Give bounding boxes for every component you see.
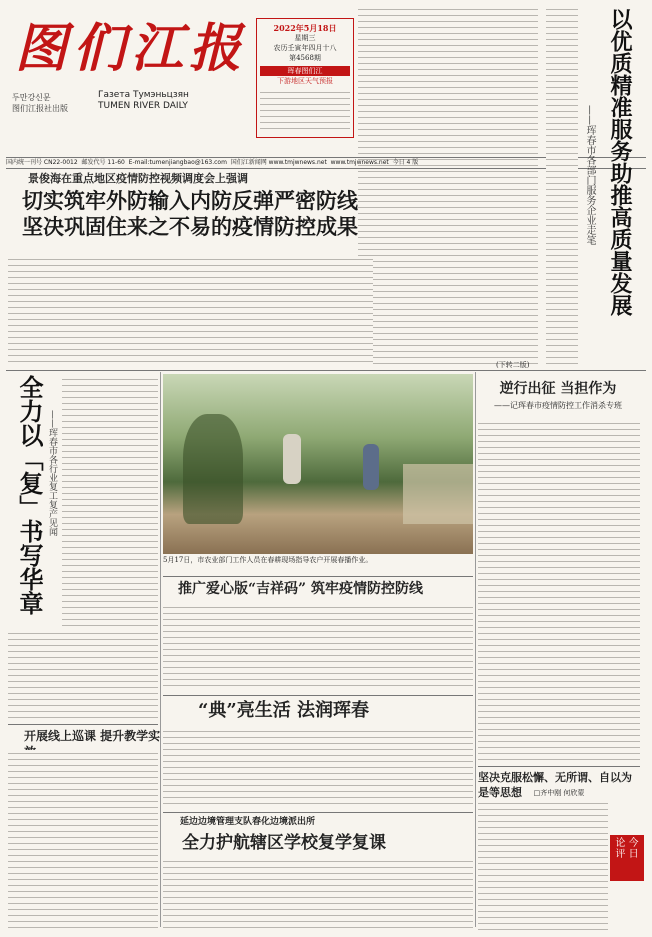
left-mid-text-bottom	[8, 630, 158, 720]
right-lower-byline: □齐中刚 何欣蒙	[533, 789, 585, 797]
photo-caption: 5月17日，市农业部门工作人员在春耕现场指导农户开展春播作业。	[163, 556, 373, 564]
commentary-badge: 论 今 评 日	[610, 835, 644, 881]
left-lower-headline: 开展线上巡课 提升教学实	[24, 729, 161, 743]
mid-news-headline: 推广爱心版“吉祥码” 筑牢疫情防控防线	[178, 581, 423, 597]
divider	[163, 695, 473, 696]
center-lower-headline: “典”亮生活 法润珲春	[198, 700, 369, 721]
issue-weekday: 星期三	[294, 34, 316, 42]
masthead-title: 图们江报	[15, 18, 248, 79]
right-top-continue: (下转二版)	[496, 361, 530, 369]
weather-title: 珲春图们江	[260, 66, 350, 76]
divider	[8, 724, 158, 725]
right-top-text-col	[546, 6, 578, 366]
right-mid-headline: 逆行出征 当担作为	[499, 381, 617, 397]
subtitle-korean: 두만강신문	[12, 93, 51, 102]
right-lower-headline: 坚决克服松懈、无所谓、自以为是等思想	[478, 771, 632, 799]
issue-lunar: 农历壬寅年四月十八	[273, 44, 337, 52]
masthead-subtitles	[12, 92, 68, 114]
lead-title-line2: 坚决巩固住来之不易的疫情防控成果	[22, 214, 358, 239]
right-mid-text	[478, 420, 640, 765]
issue-number: 第4568期	[289, 54, 321, 62]
info-web: 国们江新闻网 www.tmjwnews.net	[230, 159, 327, 166]
issue-box	[256, 18, 354, 138]
left-mid-text-col	[62, 376, 158, 626]
divider	[163, 576, 473, 577]
divider	[475, 372, 476, 927]
info-pages: 今日 4 版	[392, 159, 419, 166]
lead-headline	[22, 188, 367, 240]
right-mid-subtitle: ——记珲春市疫情防控工作消杀专班	[494, 401, 622, 410]
divider	[478, 766, 640, 767]
right-top-subtitle: ——珲春市各部门服务企业走笔	[584, 105, 595, 245]
lead-kicker: 景俊海在重点地区疫情防控视频调度会上强调	[28, 172, 248, 185]
issue-date: 2022年5月18日	[273, 23, 337, 33]
mid-news-text	[163, 604, 473, 690]
right-top-headline: 以优质精准服务助推高质量发展	[607, 8, 633, 316]
weather-subtitle: 下游地区天气预报	[277, 77, 333, 85]
left-mid-headline: 全力以「复」书写华章	[15, 375, 44, 615]
info-web2: www.tmjwnews.net	[330, 159, 389, 166]
subtitle-foreign	[98, 90, 189, 112]
lead-article-text	[8, 256, 373, 366]
info-cn: 国内统一刊号 CN22-0012	[6, 159, 78, 166]
center-lower-text	[163, 728, 473, 808]
subtitle-russian: Газета Тумэньцзян	[98, 90, 189, 100]
left-mid-subtitle: ——珲春市各行业复工复产见闻	[47, 410, 57, 536]
info-email: E-mail:tumenjiangbao@163.com	[128, 159, 227, 166]
divider	[6, 370, 646, 371]
subtitle-english: TUMEN RIVER DAILY	[98, 101, 188, 111]
photo-farm-field	[163, 374, 473, 554]
lead-title-line1: 切实筑牢外防输入内防反弹严密防线	[22, 188, 358, 213]
bottom-headline: 全力护航辖区学校复学复课	[182, 833, 386, 853]
right-lower-text	[478, 800, 608, 930]
weather-text	[260, 89, 350, 133]
subtitle-publisher: 图们江报社出版	[12, 104, 68, 113]
divider	[160, 372, 161, 927]
info-post: 邮发代号 11-60	[81, 159, 125, 166]
bottom-text	[163, 858, 473, 930]
bottom-kicker: 延边边境管理支队春化边境派出所	[180, 817, 316, 827]
divider	[163, 812, 473, 813]
left-lower-text	[8, 750, 158, 930]
top-article-text	[358, 6, 538, 366]
